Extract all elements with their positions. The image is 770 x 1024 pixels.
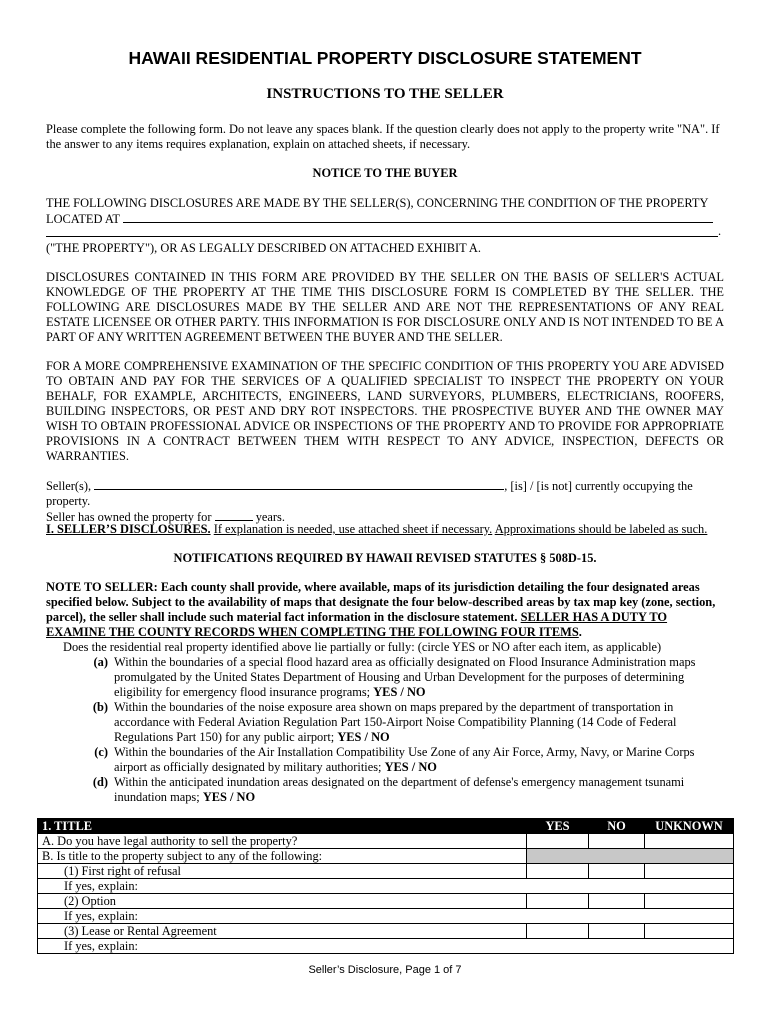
instructions-heading: INSTRUCTIONS TO THE SELLER — [266, 86, 504, 102]
no-cell[interactable] — [589, 894, 645, 909]
page-footer: Seller’s Disclosure, Page 1 of 7 — [308, 964, 462, 976]
zone-item-text — [114, 655, 726, 700]
yes-cell[interactable] — [527, 834, 589, 849]
disclosure-intro — [46, 196, 724, 227]
zone-item-text — [114, 700, 726, 745]
question-text: (1) First right of refusal — [38, 864, 527, 879]
zones-list — [46, 640, 726, 805]
zone-item-text — [114, 745, 726, 775]
zone-item-description: Within the boundaries of a special flood hazard area as officially designated on Flood Insurance Administration maps promulgated by the United States Department of Housing and Urban Development for the purposes of determining eligibility for emergency flood insurance programs; — [114, 655, 696, 699]
table-row — [38, 939, 734, 954]
zone-item-b — [46, 700, 726, 745]
yes-cell[interactable] — [527, 924, 589, 939]
table-row — [38, 879, 734, 894]
owned-prefix: Seller has owned the property for — [46, 510, 212, 524]
question-text: (2) Option — [38, 894, 527, 909]
no-cell[interactable] — [589, 924, 645, 939]
no-column-header: NO — [589, 819, 645, 834]
title-questions-table — [37, 818, 734, 954]
explain-field[interactable]: If yes, explain: — [38, 939, 734, 954]
explain-field[interactable]: If yes, explain: — [38, 909, 734, 924]
section1-note2: Approximations should be labeled as such. — [494, 522, 708, 536]
table-row — [38, 894, 734, 909]
zone-answer-c[interactable]: YES / NO — [384, 760, 437, 774]
notice-heading: NOTICE TO THE BUYER — [312, 166, 458, 180]
table-row — [38, 864, 734, 879]
seller-block — [46, 478, 724, 525]
zone-answer-b[interactable]: YES / NO — [337, 730, 390, 744]
unknown-cell[interactable] — [645, 864, 734, 879]
zone-item-description: Within the anticipated inundation areas designated on the department of defense's emergency management tsunami inundation maps; — [114, 775, 685, 804]
disclosure-intro-text: THE FOLLOWING DISCLOSURES ARE MADE BY THE SELLER(S), CONCERNING THE CONDITION OF THE PROPERTY — [46, 196, 709, 210]
property-address-field[interactable] — [123, 211, 713, 223]
unknown-cell[interactable] — [645, 834, 734, 849]
yes-column-header: YES — [527, 819, 589, 834]
zones-intro: Does the residential real property identified above lie partially or fully: (circle YES or NO after each item, as applicable) — [63, 640, 662, 654]
yes-cell[interactable] — [527, 894, 589, 909]
instructions-text: Please complete the following form. Do not leave any spaces blank. If the question clearly does not apply to the property write "NA". If the answer to any items requires explanation, explain on attached sheets, if necessary. — [46, 122, 720, 151]
zone-item-label: (d) — [92, 775, 108, 789]
explain-field[interactable]: If yes, explain: — [38, 879, 734, 894]
years-owned-field[interactable] — [215, 509, 253, 521]
zone-item-d — [46, 775, 726, 805]
document-title: HAWAII RESIDENTIAL PROPERTY DISCLOSURE STATEMENT — [128, 48, 642, 68]
section-title-header: 1. TITLE — [38, 819, 527, 834]
located-at-row — [46, 211, 724, 227]
zone-answer-a[interactable]: YES / NO — [373, 685, 426, 699]
table-row — [38, 834, 734, 849]
shaded-cell — [527, 849, 734, 864]
seller-duty-end: . — [578, 625, 582, 639]
comprehensive-exam-text: FOR A MORE COMPREHENSIVE EXAMINATION OF THE SPECIFIC CONDITION OF THIS PROPERTY YOU ARE ADVISED TO OBTAIN AND PAY FOR THE SERVICES OF A QUALIFIED SPECIALIST TO INSPECT THE PROPERTY ON YOUR BEHALF, FOR EXAMPLE, ARCHITECTS, ENGINEERS, LAND SURVEYORS, PLUMBERS, ELECTRICIANS, ROOFERS, BUILDING INSPECTORS, OR PEST AND DRY ROT INSPECTORS. THE PROSPECTIVE BUYER AND THE OWNER MAY WISH TO OBTAIN PROFESSIONAL ADVICE OR INSPECTIONS OF THE PROPERTY AND TO PROVIDE FOR APPROPRIATE PROVISIONS IN A CONTRACT BETWEEN THEM WITH RESPECT TO ANY ADVICE, INSPECTION, DEFECTS OR WARRANTIES. — [46, 359, 724, 463]
table-header-row — [38, 819, 734, 834]
seller-label: Seller(s), — [46, 479, 92, 493]
seller-duty-text: SELLER HAS A DUTY TO EXAMINE THE COUNTY RECORDS WHEN COMPLETING THE FOLLOWING FOUR ITEMS — [46, 610, 668, 639]
disclosure-basis-text: DISCLOSURES CONTAINED IN THIS FORM ARE PROVIDED BY THE SELLER ON THE BASIS OF SELLER'S ACTUAL KNOWLEDGE OF THE PROPERTY AT THE TIME THIS DISCLOSURE FORM IS COMPLETED BY THE SELLER. THE FOLLOWING ARE DISCLOSURES MADE BY THE SELLER AND ARE NOT THE REPRESENTATIONS OF ANY REAL ESTATE LICENSEE OR OTHER PARTY. THIS INFORMATION IS FOR DISCLOSURE ONLY AND IS NOT INTENDED TO BE A PART OF ANY WRITTEN AGREEMENT BETWEEN THE BUYER AND THE SELLER. — [46, 270, 724, 344]
zone-item-description: Within the boundaries of the Air Installation Compatibility Use Zone of any Air Force, Army, Navy, or Marine Corps airport as officially designated by military authorities; — [114, 745, 695, 774]
notifications-heading: NOTIFICATIONS REQUIRED BY HAWAII REVISED STATUTES § 508D-15. — [173, 551, 597, 565]
table-row — [38, 924, 734, 939]
zone-item-label: (c) — [94, 745, 108, 759]
owned-suffix: years. — [255, 510, 285, 524]
zone-item-a — [46, 655, 726, 700]
zone-item-label: (b) — [92, 700, 108, 714]
seller-row — [46, 478, 724, 509]
address-period: . — [718, 224, 722, 238]
zone-item-description: Within the boundaries of the noise exposure area shown on maps prepared by the department of transportation in accordance with Federal Aviation Regulation Part 150-Airport Noise Compatibility Planning (14 Code of Federal Regulations Part 150) for any public airport; — [114, 700, 677, 744]
question-text: A. Do you have legal authority to sell the property? — [38, 834, 527, 849]
note-to-seller — [46, 580, 724, 640]
unknown-column-header: UNKNOWN — [645, 819, 734, 834]
section1-heading: I. SELLER’S DISCLOSURES. — [46, 522, 211, 536]
zone-item-label: (a) — [93, 655, 108, 669]
property-address-field-line2[interactable] — [46, 236, 718, 237]
occupancy-text: , [is] / [is not] currently occupying the property. — [46, 479, 693, 508]
zone-item-c — [46, 745, 726, 775]
question-text: B. Is title to the property subject to any of the following: — [38, 849, 527, 864]
note-to-seller-text: NOTE TO SELLER: Each county shall provide, where available, maps of its jurisdiction detailing the four designated areas specified below. Subject to the availability of maps that designate the four below-described areas by tax map key (zone, section, parcel), the seller shall include such material fact information in the disclosure statement. — [46, 580, 716, 624]
section1-heading-row — [46, 522, 724, 537]
section1-note1: If explanation is needed, use attached sheet if necessary. — [213, 522, 493, 536]
yes-cell[interactable] — [527, 864, 589, 879]
zone-answer-d[interactable]: YES / NO — [202, 790, 256, 804]
zone-item-text — [114, 775, 726, 805]
no-cell[interactable] — [589, 864, 645, 879]
seller-name-field[interactable] — [94, 478, 504, 490]
table-row — [38, 849, 734, 864]
located-at-label: LOCATED AT — [46, 212, 120, 226]
unknown-cell[interactable] — [645, 894, 734, 909]
no-cell[interactable] — [589, 834, 645, 849]
unknown-cell[interactable] — [645, 924, 734, 939]
table-row — [38, 909, 734, 924]
question-text: (3) Lease or Rental Agreement — [38, 924, 527, 939]
the-property-text: ("THE PROPERTY"), OR AS LEGALLY DESCRIBED ON ATTACHED EXHIBIT A. — [46, 241, 481, 255]
